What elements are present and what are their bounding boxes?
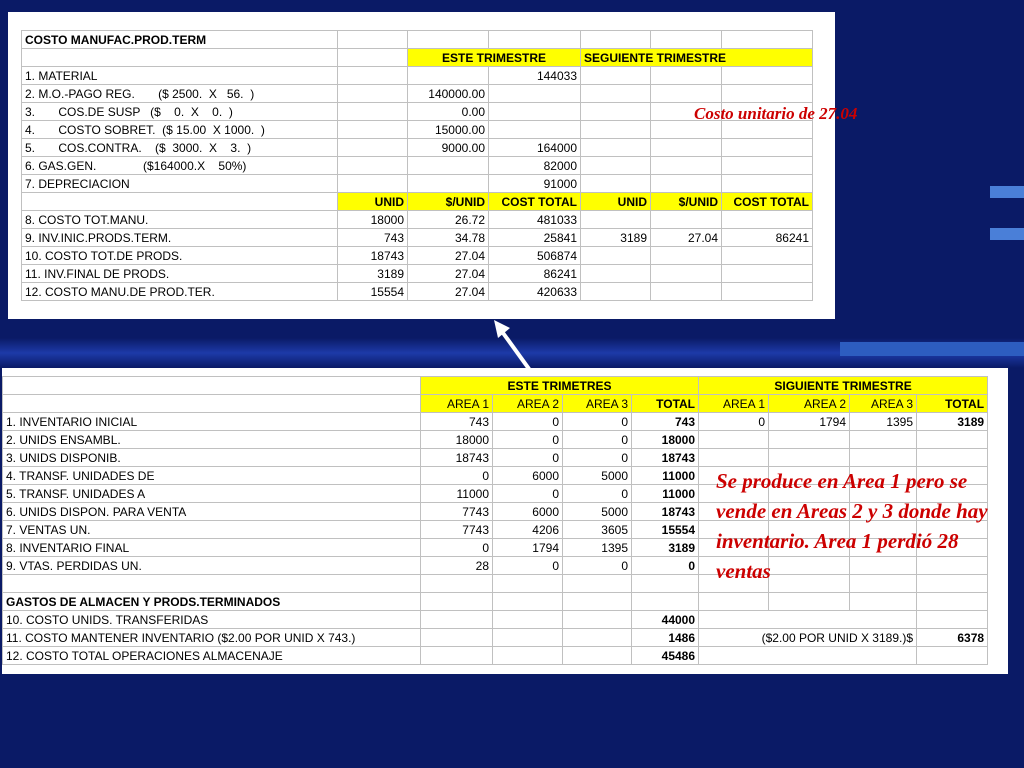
table-cell bbox=[722, 67, 813, 85]
table-cell: 26.72 bbox=[408, 211, 489, 229]
table-title: COSTO MANUFAC.PROD.TERM bbox=[22, 31, 338, 49]
table-cell bbox=[338, 139, 408, 157]
table-cell bbox=[563, 647, 632, 665]
table-cell: 7743 bbox=[421, 521, 493, 539]
row-label: 5. COS.CONTRA. ($ 3000. X 3. ) bbox=[22, 139, 338, 157]
table-cell bbox=[581, 283, 651, 301]
column-header: AREA 3 bbox=[850, 395, 917, 413]
table-cell bbox=[722, 139, 813, 157]
table-cell: 3189 bbox=[581, 229, 651, 247]
table-row bbox=[22, 229, 813, 247]
table-cell bbox=[651, 247, 722, 265]
row-label: 1. INVENTARIO INICIAL bbox=[3, 413, 421, 431]
table-cell: 6000 bbox=[493, 503, 563, 521]
manufacturing-cost-table bbox=[21, 30, 813, 301]
table-cell bbox=[581, 103, 651, 121]
table-cell: 86241 bbox=[722, 229, 813, 247]
table-cell bbox=[563, 629, 632, 647]
table-row bbox=[22, 283, 813, 301]
table-cell: 15000.00 bbox=[408, 121, 489, 139]
column-header: UNID bbox=[338, 193, 408, 211]
column-header: AREA 1 bbox=[421, 395, 493, 413]
table-row bbox=[3, 629, 988, 647]
table-row bbox=[3, 611, 988, 629]
row-label: 7. VENTAS UN. bbox=[3, 521, 421, 539]
row-label: 6. UNIDS DISPON. PARA VENTA bbox=[3, 503, 421, 521]
table-cell bbox=[493, 647, 563, 665]
table-cell: 11000 bbox=[632, 467, 699, 485]
table-cell: 27.04 bbox=[408, 283, 489, 301]
row-label: 3. UNIDS DISPONIB. bbox=[3, 449, 421, 467]
table-cell: 1486 bbox=[632, 629, 699, 647]
row-label: 8. INVENTARIO FINAL bbox=[3, 539, 421, 557]
table-cell: 27.04 bbox=[651, 229, 722, 247]
table-cell bbox=[722, 211, 813, 229]
table-cell bbox=[917, 647, 988, 665]
column-header: $/UNID bbox=[408, 193, 489, 211]
table-cell: 4206 bbox=[493, 521, 563, 539]
table-cell: 25841 bbox=[489, 229, 581, 247]
column-header: AREA 3 bbox=[563, 395, 632, 413]
row-label: 10. COSTO TOT.DE PRODS. bbox=[22, 247, 338, 265]
table-cell: 0 bbox=[563, 449, 632, 467]
background-accent bbox=[990, 228, 1024, 240]
column-header: AREA 2 bbox=[493, 395, 563, 413]
table-cell bbox=[581, 121, 651, 139]
table-cell: 0 bbox=[632, 557, 699, 575]
table-cell bbox=[651, 175, 722, 193]
table-cell bbox=[722, 283, 813, 301]
table-cell: 743 bbox=[632, 413, 699, 431]
column-header: AREA 2 bbox=[769, 395, 850, 413]
table-cell bbox=[421, 629, 493, 647]
table-row bbox=[3, 413, 988, 431]
row-label: 6. GAS.GEN. ($164000.X 50%) bbox=[22, 157, 338, 175]
row-label: 9. VTAS. PERDIDAS UN. bbox=[3, 557, 421, 575]
table-cell bbox=[338, 103, 408, 121]
table-row bbox=[3, 431, 988, 449]
table-cell bbox=[722, 85, 813, 103]
table-cell: 0 bbox=[699, 413, 769, 431]
column-header: UNID bbox=[581, 193, 651, 211]
table-cell: 0.00 bbox=[408, 103, 489, 121]
table-row bbox=[3, 449, 988, 467]
table-cell bbox=[651, 67, 722, 85]
table-cell: 15554 bbox=[338, 283, 408, 301]
table-row bbox=[22, 211, 813, 229]
table-cell: 6378 bbox=[917, 629, 988, 647]
table-cell bbox=[581, 85, 651, 103]
background-accent bbox=[990, 186, 1024, 198]
table-cell bbox=[699, 611, 917, 629]
table-cell: 15554 bbox=[632, 521, 699, 539]
table-cell bbox=[408, 67, 489, 85]
table-row bbox=[3, 647, 988, 665]
table-cell: 18000 bbox=[421, 431, 493, 449]
table-cell bbox=[651, 139, 722, 157]
table-cell bbox=[581, 139, 651, 157]
table-cell: 0 bbox=[493, 485, 563, 503]
table-cell bbox=[338, 157, 408, 175]
table-cell: 11000 bbox=[421, 485, 493, 503]
table-cell: 6000 bbox=[493, 467, 563, 485]
table-cell: 44000 bbox=[632, 611, 699, 629]
table-cell bbox=[489, 121, 581, 139]
table-cell bbox=[722, 265, 813, 283]
table-cell: 0 bbox=[493, 557, 563, 575]
table-cell: 743 bbox=[338, 229, 408, 247]
table-cell: 18000 bbox=[338, 211, 408, 229]
column-header: $/UNID bbox=[651, 193, 722, 211]
table-cell: 18000 bbox=[632, 431, 699, 449]
row-label: 10. COSTO UNIDS. TRANSFERIDAS bbox=[3, 611, 421, 629]
row-label: 1. MATERIAL bbox=[22, 67, 338, 85]
table-cell: 18743 bbox=[338, 247, 408, 265]
row-label: 12. COSTO TOTAL OPERACIONES ALMACENAJE bbox=[3, 647, 421, 665]
table-cell: 0 bbox=[421, 539, 493, 557]
table-cell bbox=[338, 175, 408, 193]
header-siguiente-trimestre: SIGUIENTE TRIMESTRE bbox=[699, 377, 988, 395]
column-header: TOTAL bbox=[632, 395, 699, 413]
table-cell bbox=[917, 449, 988, 467]
table-cell: 7743 bbox=[421, 503, 493, 521]
table-cell bbox=[651, 157, 722, 175]
row-label: 9. INV.INIC.PRODS.TERM. bbox=[22, 229, 338, 247]
row-label: 11. COSTO MANTENER INVENTARIO ($2.00 POR UNID X 743.) bbox=[3, 629, 421, 647]
row-label: 2. M.O.-PAGO REG. ($ 2500. X 56. ) bbox=[22, 85, 338, 103]
column-header: TOTAL bbox=[917, 395, 988, 413]
table-cell: 0 bbox=[563, 485, 632, 503]
table-cell bbox=[651, 283, 722, 301]
table-cell: 86241 bbox=[489, 265, 581, 283]
table-cell: 18743 bbox=[632, 503, 699, 521]
table-cell: 0 bbox=[493, 431, 563, 449]
table-cell: 5000 bbox=[563, 467, 632, 485]
table-cell bbox=[917, 431, 988, 449]
background-accent bbox=[840, 342, 1024, 356]
table-cell bbox=[722, 157, 813, 175]
table-row bbox=[22, 265, 813, 283]
table-row bbox=[22, 157, 813, 175]
column-header: COST TOTAL bbox=[489, 193, 581, 211]
table-cell bbox=[651, 85, 722, 103]
table-cell: 82000 bbox=[489, 157, 581, 175]
table-cell bbox=[563, 611, 632, 629]
table-cell bbox=[699, 449, 769, 467]
table-cell: 1794 bbox=[493, 539, 563, 557]
table-cell bbox=[651, 265, 722, 283]
table-cell: 34.78 bbox=[408, 229, 489, 247]
row-label: 12. COSTO MANU.DE PROD.TER. bbox=[22, 283, 338, 301]
header-este-trimetres: ESTE TRIMETRES bbox=[421, 377, 699, 395]
explanation-note: Se produce en Area 1 pero se vende en Areas 2 y 3 donde hay inventario. Area 1 perdió 28 ventas bbox=[716, 469, 988, 583]
table-cell bbox=[421, 647, 493, 665]
table-cell bbox=[722, 175, 813, 193]
table-cell bbox=[581, 67, 651, 85]
column-header: COST TOTAL bbox=[722, 193, 813, 211]
row-label: 8. COSTO TOT.MANU. bbox=[22, 211, 338, 229]
row-label: 3. COS.DE SUSP ($ 0. X 0. ) bbox=[22, 103, 338, 121]
row-label: 7. DEPRECIACION bbox=[22, 175, 338, 193]
table-cell bbox=[769, 449, 850, 467]
table-cell: ($2.00 POR UNID X 3189.)$ bbox=[699, 629, 917, 647]
table-cell bbox=[489, 103, 581, 121]
table-cell: 1395 bbox=[563, 539, 632, 557]
table-row bbox=[22, 139, 813, 157]
table-row bbox=[22, 175, 813, 193]
table-cell: 481033 bbox=[489, 211, 581, 229]
table-cell bbox=[338, 67, 408, 85]
table-cell: 0 bbox=[493, 449, 563, 467]
table-cell bbox=[769, 431, 850, 449]
row-label: 11. INV.FINAL DE PRODS. bbox=[22, 265, 338, 283]
table-cell: 9000.00 bbox=[408, 139, 489, 157]
row-label: 2. UNIDS ENSAMBL. bbox=[3, 431, 421, 449]
header-este-trimestre: ESTE TRIMESTRE bbox=[408, 49, 581, 67]
table-cell: 0 bbox=[493, 413, 563, 431]
unit-cost-note: Costo unitario de 27.04 bbox=[694, 104, 858, 123]
table-cell bbox=[850, 431, 917, 449]
table-cell: 164000 bbox=[489, 139, 581, 157]
table-cell: 5000 bbox=[563, 503, 632, 521]
table-cell bbox=[581, 157, 651, 175]
table-cell: 3189 bbox=[917, 413, 988, 431]
table-cell: 45486 bbox=[632, 647, 699, 665]
table-cell bbox=[581, 265, 651, 283]
table-cell: 18743 bbox=[421, 449, 493, 467]
table-cell: 420633 bbox=[489, 283, 581, 301]
table-cell bbox=[850, 449, 917, 467]
row-label: 4. TRANSF. UNIDADES DE bbox=[3, 467, 421, 485]
table-cell: 1395 bbox=[850, 413, 917, 431]
table-cell bbox=[917, 611, 988, 629]
table-cell bbox=[493, 629, 563, 647]
table-cell: 0 bbox=[563, 557, 632, 575]
column-header: AREA 1 bbox=[699, 395, 769, 413]
table-cell bbox=[408, 175, 489, 193]
table-cell bbox=[338, 85, 408, 103]
table-cell bbox=[581, 175, 651, 193]
table-cell bbox=[421, 611, 493, 629]
table-cell bbox=[338, 121, 408, 139]
table-cell: 0 bbox=[563, 431, 632, 449]
table-cell: 140000.00 bbox=[408, 85, 489, 103]
table-cell bbox=[581, 247, 651, 265]
header-siguiente-trimestre: SEGUIENTE TRIMESTRE bbox=[581, 49, 813, 67]
table-cell bbox=[581, 211, 651, 229]
table-cell: 0 bbox=[421, 467, 493, 485]
table-cell: 743 bbox=[421, 413, 493, 431]
table-row bbox=[22, 247, 813, 265]
row-label: 4. COSTO SOBRET. ($ 15.00 X 1000. ) bbox=[22, 121, 338, 139]
table-cell: 18743 bbox=[632, 449, 699, 467]
table-cell bbox=[722, 247, 813, 265]
table-cell: 1794 bbox=[769, 413, 850, 431]
table-cell bbox=[699, 647, 917, 665]
table-cell bbox=[489, 85, 581, 103]
table-cell: 91000 bbox=[489, 175, 581, 193]
table-cell: 27.04 bbox=[408, 265, 489, 283]
table-cell bbox=[699, 431, 769, 449]
section-title: GASTOS DE ALMACEN Y PRODS.TERMINADOS bbox=[3, 593, 421, 611]
table-row bbox=[22, 67, 813, 85]
table-cell bbox=[651, 211, 722, 229]
table-cell: 3189 bbox=[338, 265, 408, 283]
table-cell: 3189 bbox=[632, 539, 699, 557]
table-row bbox=[22, 85, 813, 103]
table-cell: 27.04 bbox=[408, 247, 489, 265]
row-label: 5. TRANSF. UNIDADES A bbox=[3, 485, 421, 503]
table-cell: 0 bbox=[563, 413, 632, 431]
table-cell: 11000 bbox=[632, 485, 699, 503]
table-cell bbox=[408, 157, 489, 175]
table-cell bbox=[493, 611, 563, 629]
table-cell: 506874 bbox=[489, 247, 581, 265]
table-cell: 3605 bbox=[563, 521, 632, 539]
table-cell: 144033 bbox=[489, 67, 581, 85]
table-cell: 28 bbox=[421, 557, 493, 575]
